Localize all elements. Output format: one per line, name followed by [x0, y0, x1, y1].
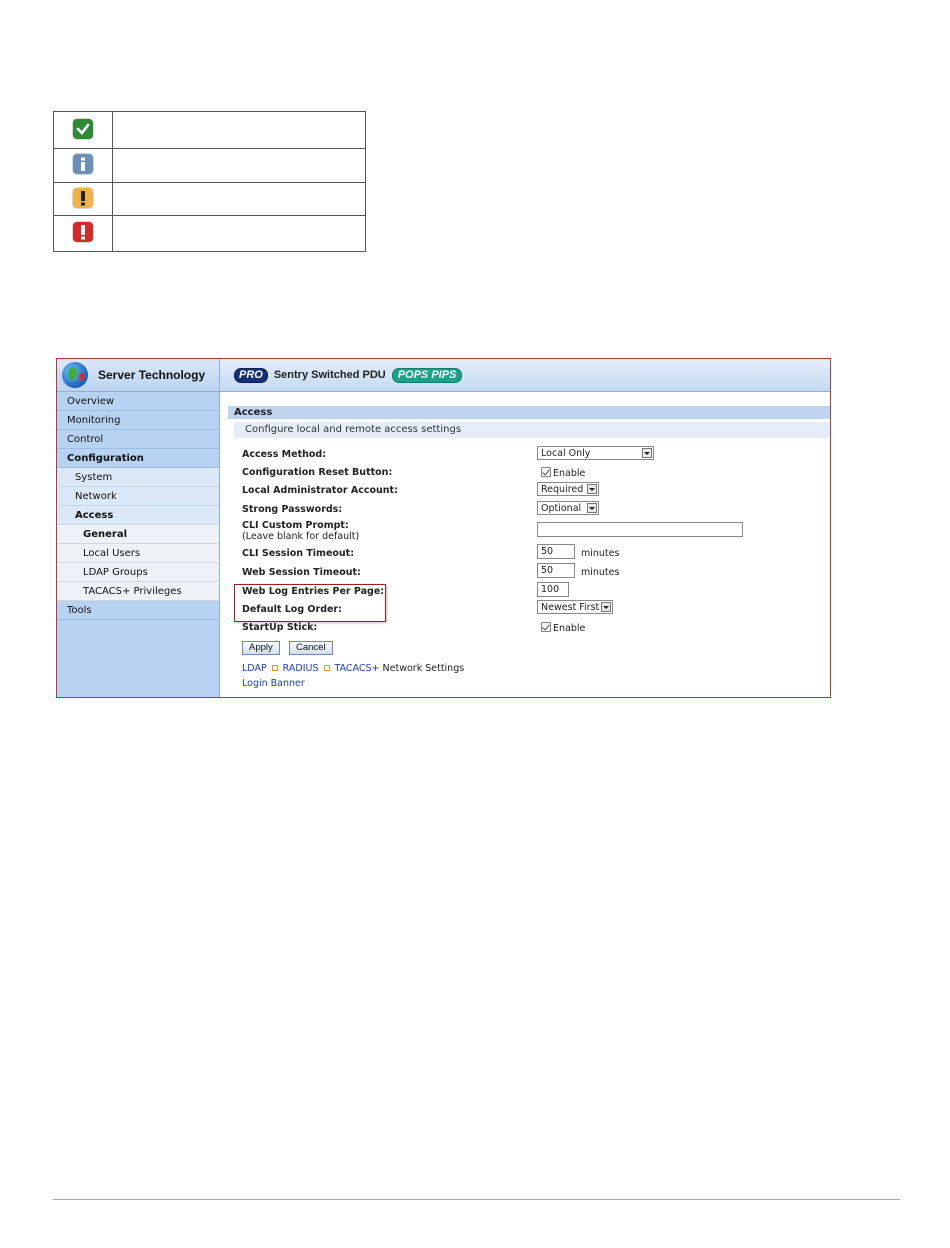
cli-prompt-label: CLI Custom Prompt: [242, 520, 349, 531]
pro-logo: PRO [234, 368, 268, 383]
sidebar-item-local-users[interactable]: Local Users [57, 544, 219, 563]
access-method-value: Local Only [541, 448, 591, 459]
pops-pips-logo: POPS PIPS [392, 368, 463, 383]
web-timeout-input[interactable]: 50 [537, 563, 575, 578]
log-order-label: Default Log Order: [242, 604, 342, 615]
sidebar-item-access[interactable]: Access [57, 506, 219, 525]
web-log-entries-input[interactable]: 100 [537, 582, 569, 597]
cli-timeout-input[interactable]: 50 [537, 544, 575, 559]
sidebar-item-control[interactable]: Control [57, 430, 219, 449]
local-admin-select[interactable] [537, 482, 599, 496]
login-banner-link[interactable]: Login Banner [242, 678, 305, 689]
chevron-down-icon [642, 448, 652, 458]
brand-name: Server Technology [98, 368, 206, 382]
bullet-icon [324, 665, 330, 671]
web-timeout-unit: minutes [581, 567, 620, 578]
chevron-down-icon [587, 503, 597, 513]
startup-stick-checkbox[interactable] [541, 622, 551, 632]
bullet-icon [272, 665, 278, 671]
legend-description [112, 149, 365, 183]
footer-divider [53, 1199, 900, 1200]
local-admin-value: Required [541, 484, 584, 495]
legend-description [112, 183, 365, 216]
strong-passwords-value: Optional [541, 503, 582, 514]
status-icon-legend [53, 111, 366, 252]
cancel-button[interactable]: Cancel [289, 641, 333, 655]
cli-timeout-label: CLI Session Timeout: [242, 548, 355, 559]
brand-header [57, 359, 219, 392]
strong-passwords-select[interactable] [537, 501, 599, 515]
cli-prompt-hint: (Leave blank for default) [242, 531, 360, 542]
sidebar-item-tacacs-privileges[interactable]: TACACS+ Privileges [57, 582, 219, 601]
sidebar-item-overview[interactable]: Overview [57, 392, 219, 411]
pdu-web-ui-screenshot [56, 358, 831, 698]
access-method-label: Access Method: [242, 449, 327, 460]
cli-prompt-input[interactable] [537, 522, 743, 537]
sidebar [57, 359, 220, 697]
log-order-value: Newest First [541, 602, 600, 613]
chevron-down-icon [601, 602, 611, 612]
sidebar-item-network[interactable]: Network [57, 487, 219, 506]
radius-link[interactable]: RADIUS [282, 663, 319, 674]
ldap-link[interactable]: LDAP [242, 663, 267, 674]
legend-description [112, 112, 365, 149]
sidebar-item-ldap-groups[interactable]: LDAP Groups [57, 563, 219, 582]
web-log-entries-label: Web Log Entries Per Page: [242, 586, 385, 597]
section-subtitle: Configure local and remote access settings [234, 422, 830, 438]
product-header [220, 359, 830, 392]
warning-icon [73, 188, 93, 208]
sidebar-item-general[interactable]: General [57, 525, 219, 544]
web-timeout-label: Web Session Timeout: [242, 567, 361, 578]
log-order-select[interactable] [537, 600, 613, 614]
network-settings-text: Network Settings [382, 663, 465, 674]
settings-links [242, 663, 464, 674]
main-content [220, 359, 830, 697]
access-method-select[interactable] [537, 446, 654, 460]
chevron-down-icon [587, 484, 597, 494]
local-admin-label: Local Administrator Account: [242, 485, 398, 496]
strong-passwords-label: Strong Passwords: [242, 504, 343, 515]
sidebar-item-system[interactable]: System [57, 468, 219, 487]
config-reset-check-label: Enable [553, 468, 586, 479]
section-title: Access [228, 406, 830, 419]
startup-stick-check-label: Enable [553, 623, 586, 634]
globe-logo-icon [62, 362, 88, 388]
info-icon [73, 154, 93, 174]
check-icon [73, 119, 93, 139]
legend-description [112, 216, 365, 252]
cli-timeout-unit: minutes [581, 548, 620, 559]
sidebar-item-tools[interactable]: Tools [57, 601, 219, 620]
config-reset-checkbox[interactable] [541, 467, 551, 477]
sidebar-item-configuration[interactable]: Configuration [57, 449, 219, 468]
error-icon [73, 222, 93, 242]
config-reset-label: Configuration Reset Button: [242, 467, 393, 478]
product-name: Sentry Switched PDU [273, 369, 386, 381]
startup-stick-label: StartUp Stick: [242, 622, 318, 633]
apply-button[interactable]: Apply [242, 641, 280, 655]
sidebar-item-monitoring[interactable]: Monitoring [57, 411, 219, 430]
tacacs-link[interactable]: TACACS+ [334, 663, 380, 674]
